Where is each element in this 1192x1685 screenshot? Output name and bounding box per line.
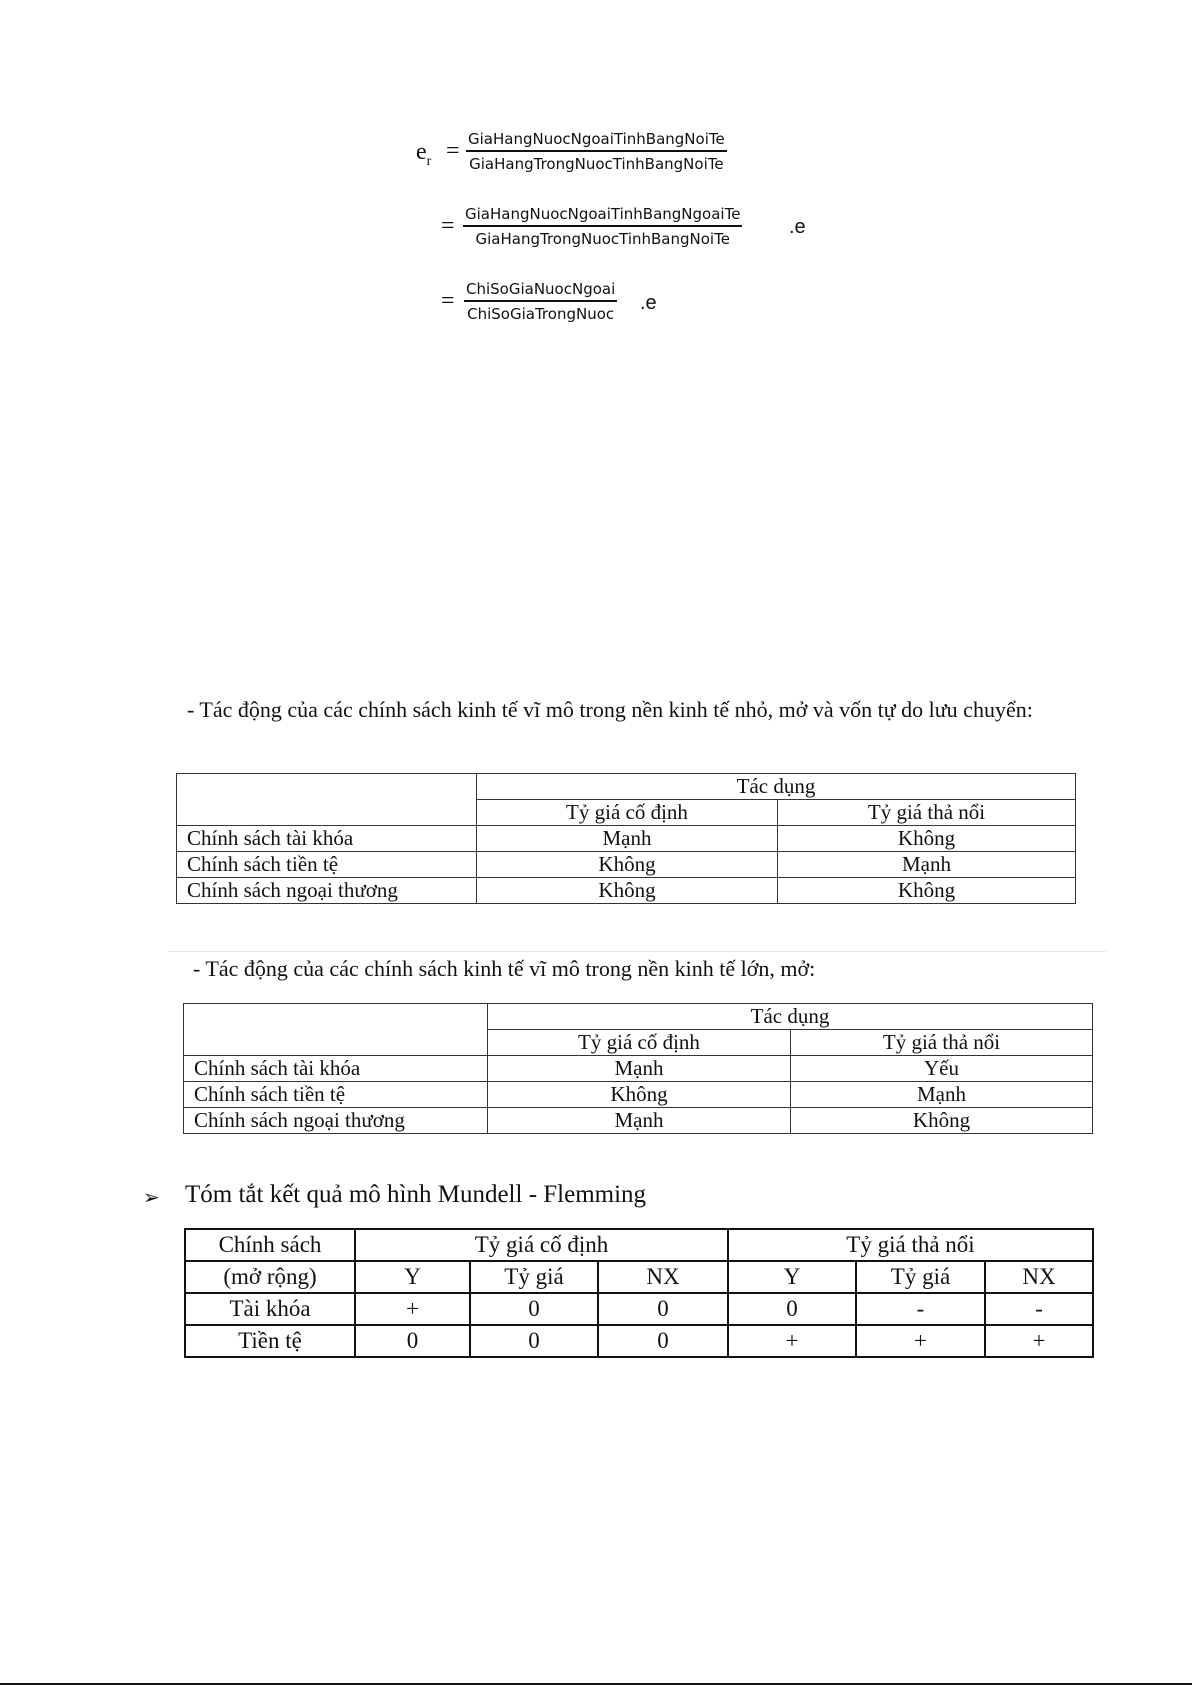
cell-float: Không bbox=[778, 878, 1076, 904]
summary-title: Tóm tắt kết quả mô hình Mundell - Flemming bbox=[185, 1181, 647, 1208]
fraction-3-denominator: ChiSoGiaTrongNuoc bbox=[467, 305, 615, 323]
cell-fixed: Không bbox=[488, 1082, 791, 1108]
cell-float: Không bbox=[791, 1108, 1093, 1134]
sub-header-cell: Y bbox=[355, 1261, 470, 1293]
table-row bbox=[184, 1004, 1093, 1030]
cell-float: Không bbox=[778, 826, 1076, 852]
small-open-economy-table bbox=[176, 773, 1076, 904]
table-row bbox=[184, 1056, 1093, 1082]
fraction-3-numerator: ChiSoGiaNuocNgoai bbox=[466, 280, 616, 298]
policy-header-line-1: Chính sách bbox=[218, 1232, 322, 1257]
table-corner-cell bbox=[184, 1004, 488, 1056]
sub-header-cell: Tỷ giá bbox=[470, 1261, 598, 1293]
fraction-1-denominator: GiaHangTrongNuocTinhBangNoiTe bbox=[469, 155, 724, 173]
header-group-cell: Tác dụng bbox=[477, 774, 1076, 800]
cell-float: Yếu bbox=[791, 1056, 1093, 1082]
sub-header-cell: NX bbox=[985, 1261, 1093, 1293]
formula-eq-1: = bbox=[446, 138, 460, 164]
value-cell: 0 bbox=[598, 1325, 728, 1357]
header-fixed-cell: Tỷ giá cố định bbox=[488, 1030, 791, 1056]
formula-lhs-symbol: e bbox=[416, 139, 427, 165]
sub-header-cell: NX bbox=[598, 1261, 728, 1293]
formula-fraction-1 bbox=[466, 130, 727, 173]
arrow-bullet-icon: ➢ bbox=[143, 1185, 160, 1209]
row-label: Chính sách ngoại thương bbox=[184, 1108, 488, 1134]
table-row bbox=[185, 1229, 1093, 1261]
cell-fixed: Mạnh bbox=[488, 1056, 791, 1082]
row-label: Tiền tệ bbox=[185, 1325, 355, 1357]
fixed-header-cell: Tỷ giá cố định bbox=[355, 1229, 728, 1261]
table-row bbox=[184, 1108, 1093, 1134]
table-row bbox=[177, 878, 1076, 904]
cell-fixed: Không bbox=[477, 852, 778, 878]
policy-header-cell-2: (mở rộng) bbox=[185, 1261, 355, 1293]
value-cell: 0 bbox=[470, 1325, 598, 1357]
value-cell: + bbox=[985, 1325, 1093, 1357]
value-cell: + bbox=[856, 1325, 985, 1357]
header-float-cell: Tỷ giá thả nổi bbox=[778, 800, 1076, 826]
fraction-2-denominator: GiaHangTrongNuocTinhBangNoiTe bbox=[475, 230, 730, 248]
value-cell: - bbox=[856, 1293, 985, 1325]
row-label: Chính sách ngoại thương bbox=[177, 878, 477, 904]
table-row bbox=[185, 1325, 1093, 1357]
section2-intro: - Tác động của các chính sách kinh tế vĩ mô trong nền kinh tế lớn, mở: bbox=[193, 956, 816, 981]
value-cell: 0 bbox=[355, 1325, 470, 1357]
header-group-cell: Tác dụng bbox=[488, 1004, 1093, 1030]
cell-float: Mạnh bbox=[778, 852, 1076, 878]
large-open-economy-table bbox=[183, 1003, 1093, 1134]
value-cell: 0 bbox=[470, 1293, 598, 1325]
row-label: Chính sách tài khóa bbox=[184, 1056, 488, 1082]
sub-header-cell: Y bbox=[728, 1261, 856, 1293]
formula-mult-e-3: .e bbox=[640, 292, 657, 314]
header-fixed-cell: Tỷ giá cố định bbox=[477, 800, 778, 826]
formula-lhs-subscript: r bbox=[426, 153, 432, 169]
section1-intro: - Tác động của các chính sách kinh tế vĩ mô trong nền kinh tế nhỏ, mở và vốn tự do lưu chuyển: bbox=[187, 697, 1033, 722]
value-cell: 0 bbox=[728, 1293, 856, 1325]
table-row bbox=[185, 1293, 1093, 1325]
float-header-cell: Tỷ giá thả nổi bbox=[728, 1229, 1093, 1261]
value-cell: + bbox=[355, 1293, 470, 1325]
cell-fixed: Mạnh bbox=[488, 1108, 791, 1134]
row-label: Tài khóa bbox=[185, 1293, 355, 1325]
cell-fixed: Mạnh bbox=[477, 826, 778, 852]
formula-eq-2: = bbox=[441, 213, 455, 239]
table-row bbox=[185, 1261, 1093, 1293]
value-cell: + bbox=[728, 1325, 856, 1357]
formula-eq-3: = bbox=[441, 288, 455, 314]
value-cell: - bbox=[985, 1293, 1093, 1325]
row-label: Chính sách tài khóa bbox=[177, 826, 477, 852]
policy-header-cell bbox=[185, 1229, 355, 1261]
sub-header-cell: Tỷ giá bbox=[856, 1261, 985, 1293]
fraction-2-numerator: GiaHangNuocNgoaiTinhBangNgoaiTe bbox=[465, 205, 741, 223]
row-label: Chính sách tiền tệ bbox=[184, 1082, 488, 1108]
table-row bbox=[177, 774, 1076, 800]
cell-fixed: Không bbox=[477, 878, 778, 904]
table-corner-cell bbox=[177, 774, 477, 826]
table-row bbox=[184, 1082, 1093, 1108]
formula-fraction-3 bbox=[464, 280, 617, 323]
formula-mult-e-2: .e bbox=[789, 216, 806, 238]
formula-lhs bbox=[416, 139, 431, 170]
mundell-fleming-summary-table bbox=[184, 1228, 1094, 1358]
header-float-cell: Tỷ giá thả nổi bbox=[791, 1030, 1093, 1056]
table-row bbox=[177, 826, 1076, 852]
row-label: Chính sách tiền tệ bbox=[177, 852, 477, 878]
table-row bbox=[177, 852, 1076, 878]
formula-fraction-2 bbox=[463, 205, 742, 248]
value-cell: 0 bbox=[598, 1293, 728, 1325]
cell-float: Mạnh bbox=[791, 1082, 1093, 1108]
fraction-1-numerator: GiaHangNuocNgoaiTinhBangNoiTe bbox=[468, 130, 725, 148]
